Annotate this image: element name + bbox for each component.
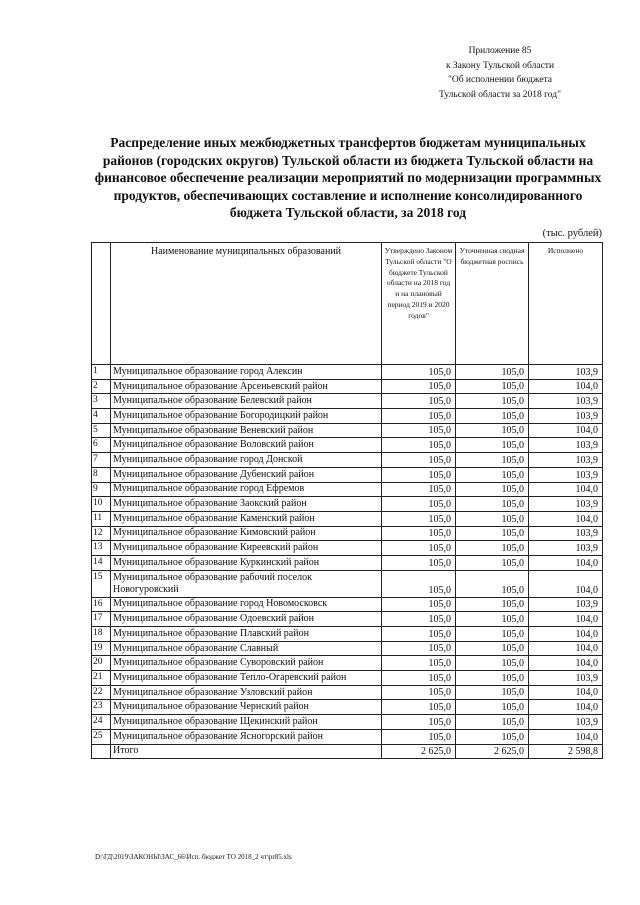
row-refined: 105,0: [456, 453, 529, 468]
row-executed: 103,9: [529, 467, 603, 482]
row-number: 19: [92, 641, 111, 656]
row-number: 9: [92, 482, 111, 497]
row-number: 6: [92, 438, 111, 453]
table-row: [92, 641, 603, 656]
table-body: [92, 365, 603, 759]
row-refined: 105,0: [456, 641, 529, 656]
row-executed: 104,0: [529, 570, 603, 597]
row-refined: 105,0: [456, 700, 529, 715]
row-name: Муниципальное образование Заокский район: [111, 497, 382, 512]
row-executed: 103,9: [529, 715, 603, 730]
row-name: Муниципальное образование Веневский район: [111, 423, 382, 438]
row-number: 14: [92, 555, 111, 570]
total-refined: 2 625,0: [456, 744, 529, 759]
row-number: 1: [92, 365, 111, 380]
total-approved: 2 625,0: [382, 744, 456, 759]
header-refined: Уточненная сводная бюджетная роспись: [456, 243, 529, 365]
row-approved: 105,0: [382, 482, 456, 497]
row-approved: 105,0: [382, 570, 456, 597]
table-row: [92, 511, 603, 526]
table-row: [92, 685, 603, 700]
title-line: бюджета Тульской области, за 2018 год: [229, 205, 467, 221]
row-executed: 103,9: [529, 597, 603, 612]
row-number: 11: [92, 511, 111, 526]
row-number: 3: [92, 394, 111, 409]
row-refined: 105,0: [456, 570, 529, 597]
row-number: 24: [92, 715, 111, 730]
row-approved: 105,0: [382, 715, 456, 730]
total-label: Итого: [111, 744, 382, 759]
row-number: 22: [92, 685, 111, 700]
row-approved: 105,0: [382, 555, 456, 570]
row-name: Муниципальное образование Узловский район: [111, 685, 382, 700]
row-executed: 103,9: [529, 497, 603, 512]
row-number: 17: [92, 612, 111, 627]
row-number: 8: [92, 467, 111, 482]
row-executed: 103,9: [529, 526, 603, 541]
row-approved: 105,0: [382, 438, 456, 453]
row-name: Муниципальное образование Богородицкий район: [111, 409, 382, 424]
row-refined: 105,0: [456, 497, 529, 512]
appendix-heading: [400, 44, 600, 102]
row-refined: 105,0: [456, 467, 529, 482]
row-name: Муниципальное образование Ясногорский район: [111, 729, 382, 744]
row-refined: 105,0: [456, 612, 529, 627]
row-name: Муниципальное образование Куркинский район: [111, 555, 382, 570]
row-executed: 103,9: [529, 394, 603, 409]
row-approved: 105,0: [382, 541, 456, 556]
total-number-cell: [92, 744, 111, 759]
total-row: [92, 744, 603, 759]
row-approved: 105,0: [382, 394, 456, 409]
row-refined: 105,0: [456, 541, 529, 556]
row-name: Муниципальное образование Щекинский район: [111, 715, 382, 730]
row-number: 13: [92, 541, 111, 556]
row-approved: 105,0: [382, 365, 456, 380]
row-refined: 105,0: [456, 555, 529, 570]
row-executed: 104,0: [529, 685, 603, 700]
row-name: Муниципальное образование Воловский район: [111, 438, 382, 453]
row-refined: 105,0: [456, 656, 529, 671]
row-approved: 105,0: [382, 627, 456, 642]
row-name: Муниципальное образование рабочий поселок Новогуровский: [111, 570, 382, 597]
row-refined: 105,0: [456, 671, 529, 686]
table-row: [92, 555, 603, 570]
row-executed: 103,9: [529, 438, 603, 453]
appendix-line: Приложение 85: [468, 46, 532, 56]
table-row: [92, 438, 603, 453]
table-row: [92, 729, 603, 744]
table-row: [92, 656, 603, 671]
table-row: [92, 541, 603, 556]
row-number: 21: [92, 671, 111, 686]
row-approved: 105,0: [382, 453, 456, 468]
row-name: Муниципальное образование Суворовский район: [111, 656, 382, 671]
row-approved: 105,0: [382, 656, 456, 671]
row-refined: 105,0: [456, 526, 529, 541]
row-approved: 105,0: [382, 423, 456, 438]
table-row: [92, 597, 603, 612]
row-name: Муниципальное образование Каменский район: [111, 511, 382, 526]
row-approved: 105,0: [382, 671, 456, 686]
table-row: [92, 671, 603, 686]
row-executed: 104,0: [529, 555, 603, 570]
row-approved: 105,0: [382, 409, 456, 424]
row-executed: 104,0: [529, 612, 603, 627]
row-approved: 105,0: [382, 641, 456, 656]
row-name: Муниципальное образование Кимовский район: [111, 526, 382, 541]
row-name: Муниципальное образование Чернский район: [111, 700, 382, 715]
allocation-table: [91, 242, 603, 759]
row-name: Муниципальное образование город Ефремов: [111, 482, 382, 497]
title-line: районов (городских округов) Тульской области из бюджета Тульской области на: [102, 152, 594, 168]
table-row: [92, 612, 603, 627]
file-path-footer: D:\ГД\2019\ЗАКОНЫ\ЗАС_66\Исп. бюджет ТО 2018_2 чт\pr85.xls: [95, 853, 292, 861]
row-refined: 105,0: [456, 394, 529, 409]
row-number: 16: [92, 597, 111, 612]
row-number: 5: [92, 423, 111, 438]
table-row: [92, 700, 603, 715]
row-approved: 105,0: [382, 497, 456, 512]
row-approved: 105,0: [382, 526, 456, 541]
row-refined: 105,0: [456, 729, 529, 744]
row-number: 15: [92, 570, 111, 597]
table-row: [92, 526, 603, 541]
row-executed: 104,0: [529, 656, 603, 671]
total-executed: 2 598,8: [529, 744, 603, 759]
row-number: 12: [92, 526, 111, 541]
document-title: [88, 134, 608, 222]
row-number: 25: [92, 729, 111, 744]
row-executed: 104,0: [529, 729, 603, 744]
table-row: [92, 423, 603, 438]
table-row: [92, 467, 603, 482]
row-refined: 105,0: [456, 423, 529, 438]
row-name: Муниципальное образование город Донской: [111, 453, 382, 468]
row-refined: 105,0: [456, 511, 529, 526]
table-row: [92, 379, 603, 394]
appendix-line: "Об исполнении бюджета: [447, 75, 553, 85]
table-row: [92, 715, 603, 730]
row-executed: 104,0: [529, 423, 603, 438]
title-line: финансовое обеспечение реализации мероприятий по модернизации программных: [94, 170, 602, 186]
table-row: [92, 497, 603, 512]
row-approved: 105,0: [382, 511, 456, 526]
row-name: Муниципальное образование Киреевский район: [111, 541, 382, 556]
row-number: 20: [92, 656, 111, 671]
row-executed: 104,0: [529, 627, 603, 642]
row-name: Муниципальное образование Арсеньевский район: [111, 379, 382, 394]
row-name: Муниципальное образование Белевский район: [111, 394, 382, 409]
row-name: Муниципальное образование Дубенский район: [111, 467, 382, 482]
row-executed: 104,0: [529, 700, 603, 715]
appendix-line: к Закону Тульской области: [445, 60, 555, 71]
row-refined: 105,0: [456, 715, 529, 730]
row-name: Муниципальное образование Тепло-Огаревский район: [111, 671, 382, 686]
appendix-line: Тульской области за 2018 год": [439, 89, 561, 100]
row-executed: 104,0: [529, 511, 603, 526]
table-row: [92, 394, 603, 409]
row-approved: 105,0: [382, 729, 456, 744]
row-name: Муниципальное образование Одоевский район: [111, 612, 382, 627]
row-refined: 105,0: [456, 627, 529, 642]
row-executed: 104,0: [529, 379, 603, 394]
header-executed: Исполнено: [529, 243, 603, 365]
table-row: [92, 453, 603, 468]
header-number: [92, 243, 111, 365]
row-number: 7: [92, 453, 111, 468]
row-number: 4: [92, 409, 111, 424]
row-executed: 103,9: [529, 365, 603, 380]
row-executed: 103,9: [529, 671, 603, 686]
row-refined: 105,0: [456, 379, 529, 394]
row-refined: 105,0: [456, 365, 529, 380]
row-name: Муниципальное образование город Новомосковск: [111, 597, 382, 612]
row-refined: 105,0: [456, 409, 529, 424]
row-number: 2: [92, 379, 111, 394]
table-row: [92, 409, 603, 424]
row-executed: 103,9: [529, 541, 603, 556]
table-row: [92, 570, 603, 597]
table-header-row: [92, 243, 603, 365]
row-refined: 105,0: [456, 482, 529, 497]
row-executed: 103,9: [529, 409, 603, 424]
row-approved: 105,0: [382, 597, 456, 612]
row-approved: 105,0: [382, 612, 456, 627]
row-approved: 105,0: [382, 467, 456, 482]
units-label: (тыс. рублей): [542, 228, 602, 239]
table-row: [92, 365, 603, 380]
row-executed: 104,0: [529, 641, 603, 656]
header-approved: Утверждено Законом Тульской области "О бюджете Тульской области на 2018 год и на плановый период 2019 и 2020 годов": [382, 243, 456, 365]
header-name: Наименование муниципальных образований: [111, 243, 382, 365]
row-name: Муниципальное образование Плавский район: [111, 627, 382, 642]
row-number: 18: [92, 627, 111, 642]
table-row: [92, 482, 603, 497]
row-executed: 104,0: [529, 482, 603, 497]
row-approved: 105,0: [382, 379, 456, 394]
row-number: 23: [92, 700, 111, 715]
row-approved: 105,0: [382, 685, 456, 700]
row-approved: 105,0: [382, 700, 456, 715]
title-line: Распределение иных межбюджетных трансфертов бюджетам муниципальных: [110, 135, 586, 150]
row-name: Муниципальное образование Славный: [111, 641, 382, 656]
table-row: [92, 627, 603, 642]
row-executed: 103,9: [529, 453, 603, 468]
row-refined: 105,0: [456, 438, 529, 453]
title-line: продуктов, обеспечивающих составление и исполнение консолидированного: [113, 187, 583, 203]
row-refined: 105,0: [456, 685, 529, 700]
row-refined: 105,0: [456, 597, 529, 612]
row-number: 10: [92, 497, 111, 512]
row-name: Муниципальное образование город Алексин: [111, 365, 382, 380]
